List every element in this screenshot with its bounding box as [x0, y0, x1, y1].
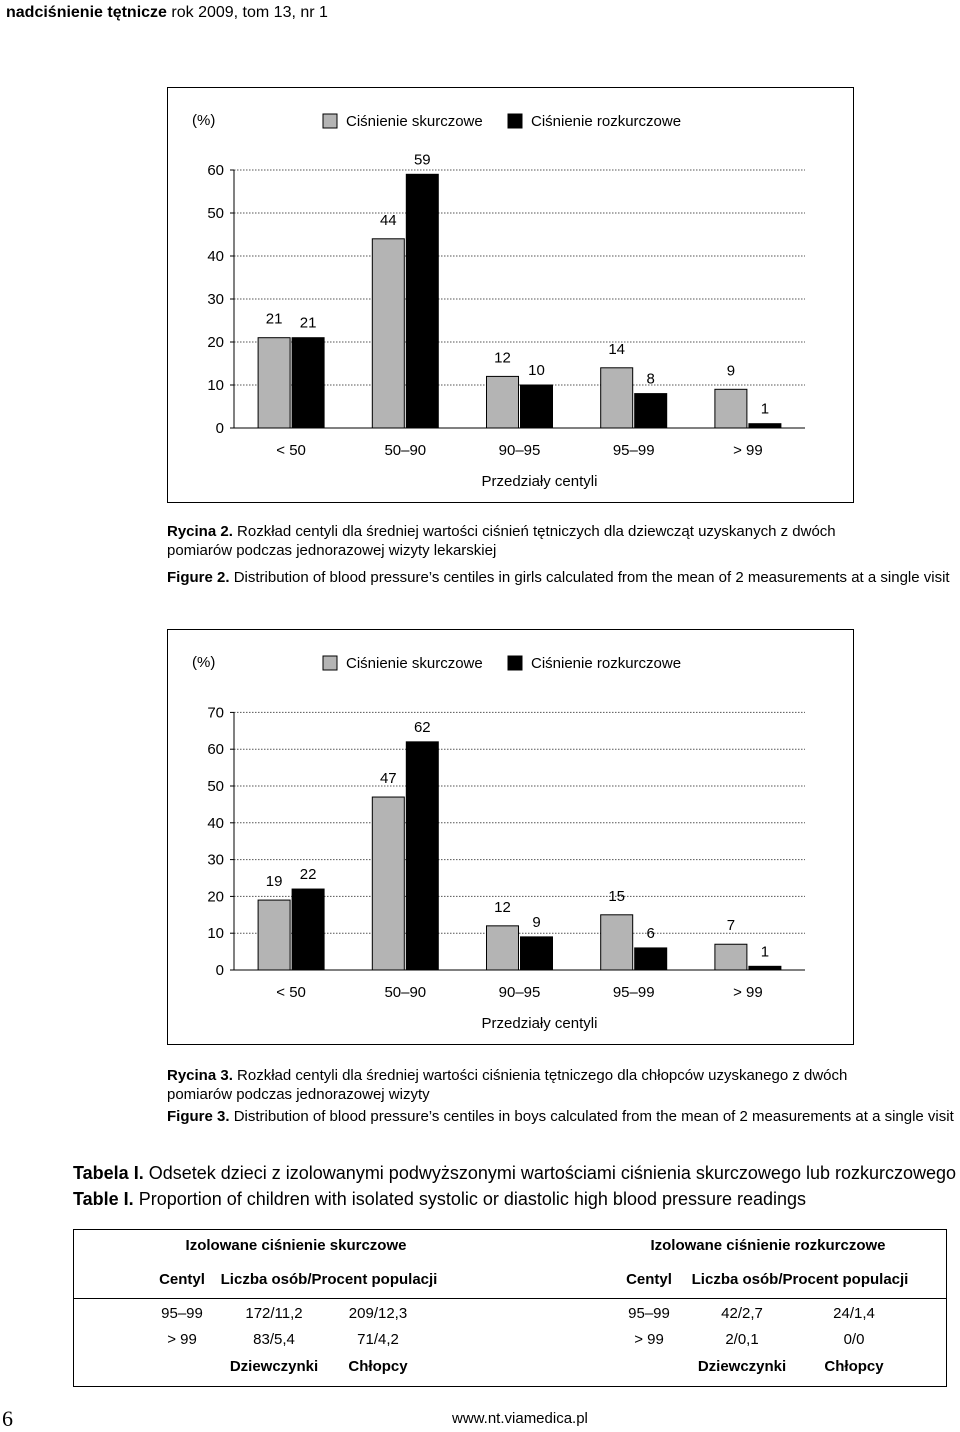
legend-label-systolic: Ciśnienie skurczowe [346, 113, 483, 130]
data-label: 47 [379, 770, 397, 788]
bar-systolic [258, 900, 290, 970]
table-divider [74, 1298, 946, 1299]
y-tick-label: 10 [207, 925, 224, 943]
bar-systolic [601, 368, 633, 428]
data-label: 22 [299, 866, 317, 884]
table-cell: 83/5,4 [253, 1331, 295, 1348]
data-label: 12 [494, 898, 511, 916]
y-tick-label: 70 [207, 704, 224, 722]
subheader-boys-left: Chłopcy [348, 1358, 408, 1375]
data-label: 1 [760, 400, 770, 418]
table-cell: 95–99 [161, 1305, 203, 1322]
data-label: 1 [760, 943, 770, 961]
figure-3-label-en: Figure 3. [167, 1108, 230, 1125]
table-title-pl [73, 1163, 956, 1184]
x-tick-label: 50–90 [384, 984, 427, 1001]
y-tick-label: 30 [207, 291, 224, 308]
data-label: 59 [413, 151, 431, 169]
data-label: 21 [299, 314, 317, 332]
x-tick-label: 95–99 [612, 442, 655, 459]
data-label: 9 [532, 913, 541, 931]
legend-swatch-diastolic [508, 656, 522, 670]
figure-3-label-pl: Rycina 3. [167, 1067, 233, 1084]
y-unit-label: (%) [192, 654, 216, 671]
figure-3-caption-pl [167, 1066, 867, 1104]
y-unit-label: (%) [192, 112, 216, 129]
subheader-boys-right: Chłopcy [824, 1358, 884, 1375]
figure-2-text-en: Distribution of blood pressure’s centiles in girls calculated from the mean of 2 measurements at a single visit [233, 569, 950, 586]
bar-systolic [372, 239, 404, 428]
y-tick-label: 40 [207, 248, 224, 265]
group-header-diastolic: Izolowane ciśnienie rozkurczowe [650, 1237, 886, 1254]
data-label: 12 [494, 349, 511, 367]
x-tick-label: > 99 [733, 442, 763, 459]
running-header [6, 4, 328, 22]
subheader-girls-right: Dziewczynki [697, 1358, 787, 1375]
x-tick-label: < 50 [276, 442, 306, 459]
bar-systolic [487, 926, 519, 970]
x-tick-label: 90–95 [498, 442, 541, 459]
bar-systolic [372, 797, 404, 970]
bar-diastolic [635, 394, 667, 428]
table-cell: > 99 [167, 1331, 197, 1348]
y-tick-label: 60 [207, 741, 224, 759]
x-axis-title: Przedziały centyli [481, 1015, 598, 1032]
bar-diastolic [521, 385, 553, 428]
bar-diastolic [635, 948, 667, 970]
x-tick-label: < 50 [276, 984, 306, 1001]
y-tick-label: 10 [207, 377, 224, 394]
figure-2-caption-en [167, 568, 957, 587]
bar-diastolic [406, 174, 438, 428]
y-tick-label: 30 [207, 851, 224, 869]
bar-diastolic [292, 889, 324, 970]
legend-label-systolic: Ciśnienie skurczowe [346, 655, 483, 672]
figure-3-caption-en [167, 1107, 957, 1126]
data-label: 10 [528, 362, 545, 379]
figure-3-text-en: Distribution of blood pressure’s centiles in boys calculated from the mean of 2 measurements at a single visit [233, 1108, 954, 1125]
y-tick-label: 60 [207, 162, 224, 179]
figure-3-chart [168, 630, 855, 1046]
bar-diastolic [749, 966, 781, 970]
table-cell: 95–99 [628, 1305, 670, 1322]
x-tick-label: > 99 [733, 984, 763, 1001]
bar-systolic [715, 944, 747, 970]
col-header-centyl-right: Centyl [626, 1271, 672, 1288]
journal-name: nadciśnienie tętnicze [6, 4, 167, 21]
y-tick-label: 20 [207, 334, 224, 351]
table-cell: > 99 [634, 1331, 664, 1348]
table-cell: 24/1,4 [833, 1305, 875, 1322]
data-table [73, 1229, 947, 1387]
bar-diastolic [406, 742, 438, 970]
y-tick-label: 20 [207, 888, 224, 906]
journal-issue: rok 2009, tom 13, nr 1 [171, 4, 328, 21]
figure-2-chart-frame [167, 87, 854, 503]
table-cell: 0/0 [843, 1331, 865, 1348]
table-cell: 42/2,7 [721, 1305, 763, 1322]
data-label: 15 [608, 887, 626, 905]
x-tick-label: 95–99 [612, 984, 655, 1001]
data-label: 9 [726, 362, 736, 380]
footer-url: www.nt.viamedica.pl [452, 1410, 588, 1427]
data-label: 21 [265, 310, 283, 328]
y-tick-label: 50 [207, 205, 224, 222]
legend-swatch-diastolic [508, 114, 522, 128]
figure-2-label-en: Figure 2. [167, 569, 230, 586]
legend-swatch-systolic [323, 114, 337, 128]
y-tick-label: 40 [207, 814, 224, 832]
figure-3-text-pl: Rozkład centyli dla średniej wartości ciśnienia tętniczego dla chłopców uzyskanego z dwóch pomiarów podczas jednorazowej wizyty [167, 1067, 848, 1103]
figure-2-label-pl: Rycina 2. [167, 523, 233, 540]
data-label: 7 [726, 917, 736, 935]
col-header-centyl-left: Centyl [159, 1271, 205, 1288]
data-label: 6 [646, 924, 655, 942]
legend-label-diastolic: Ciśnienie rozkurczowe [531, 113, 682, 130]
data-label: 8 [646, 370, 655, 388]
y-tick-label: 0 [215, 420, 224, 437]
x-axis-title: Przedziały centyli [481, 473, 598, 490]
figure-2-text-pl: Rozkład centyli dla średniej wartości ciśnień tętniczych dla dziewcząt uzyskanych z dwóch pomiarów podczas jednorazowej wizyty lekarskiej [167, 523, 836, 559]
table-title-en [73, 1189, 806, 1210]
figure-2-chart [168, 88, 855, 504]
page-number: 6 [2, 1406, 13, 1431]
bar-systolic [601, 915, 633, 970]
data-label: 62 [413, 718, 431, 736]
group-header-systolic: Izolowane ciśnienie skurczowe [185, 1237, 407, 1254]
bar-diastolic [749, 424, 781, 428]
legend-swatch-systolic [323, 656, 337, 670]
bar-systolic [715, 389, 747, 428]
table-label-pl: Tabela I. [73, 1163, 144, 1183]
table-cell: 172/11,2 [245, 1305, 303, 1322]
col-header-liczba-left: Liczba osób/Procent populacji [220, 1271, 438, 1288]
col-header-liczba-right: Liczba osób/Procent populacji [691, 1271, 909, 1288]
table-text-pl: Odsetek dzieci z izolowanymi podwyższonymi wartościami ciśnienia skurczowego lub rozkurczowego [148, 1163, 957, 1183]
table-label-en: Table I. [73, 1189, 134, 1209]
figure-3-chart-frame [167, 629, 854, 1045]
data-label: 44 [379, 211, 397, 229]
x-tick-label: 90–95 [498, 984, 541, 1001]
legend-label-diastolic: Ciśnienie rozkurczowe [531, 655, 682, 672]
x-tick-label: 50–90 [384, 442, 427, 459]
data-label: 14 [608, 340, 626, 358]
bar-diastolic [292, 338, 324, 428]
table-cell: 209/12,3 [348, 1305, 408, 1322]
y-tick-label: 50 [207, 778, 224, 795]
y-tick-label: 0 [215, 962, 224, 979]
figure-2-caption-pl [167, 522, 867, 560]
table-cell: 2/0,1 [725, 1331, 759, 1348]
subheader-girls-left: Dziewczynki [229, 1358, 319, 1375]
bar-systolic [487, 376, 519, 428]
data-label: 19 [265, 873, 283, 891]
table-cell: 71/4,2 [357, 1331, 399, 1348]
table-text-en: Proportion of children with isolated systolic or diastolic high blood pressure readings [138, 1189, 807, 1209]
bar-diastolic [521, 937, 553, 970]
bar-systolic [258, 338, 290, 428]
